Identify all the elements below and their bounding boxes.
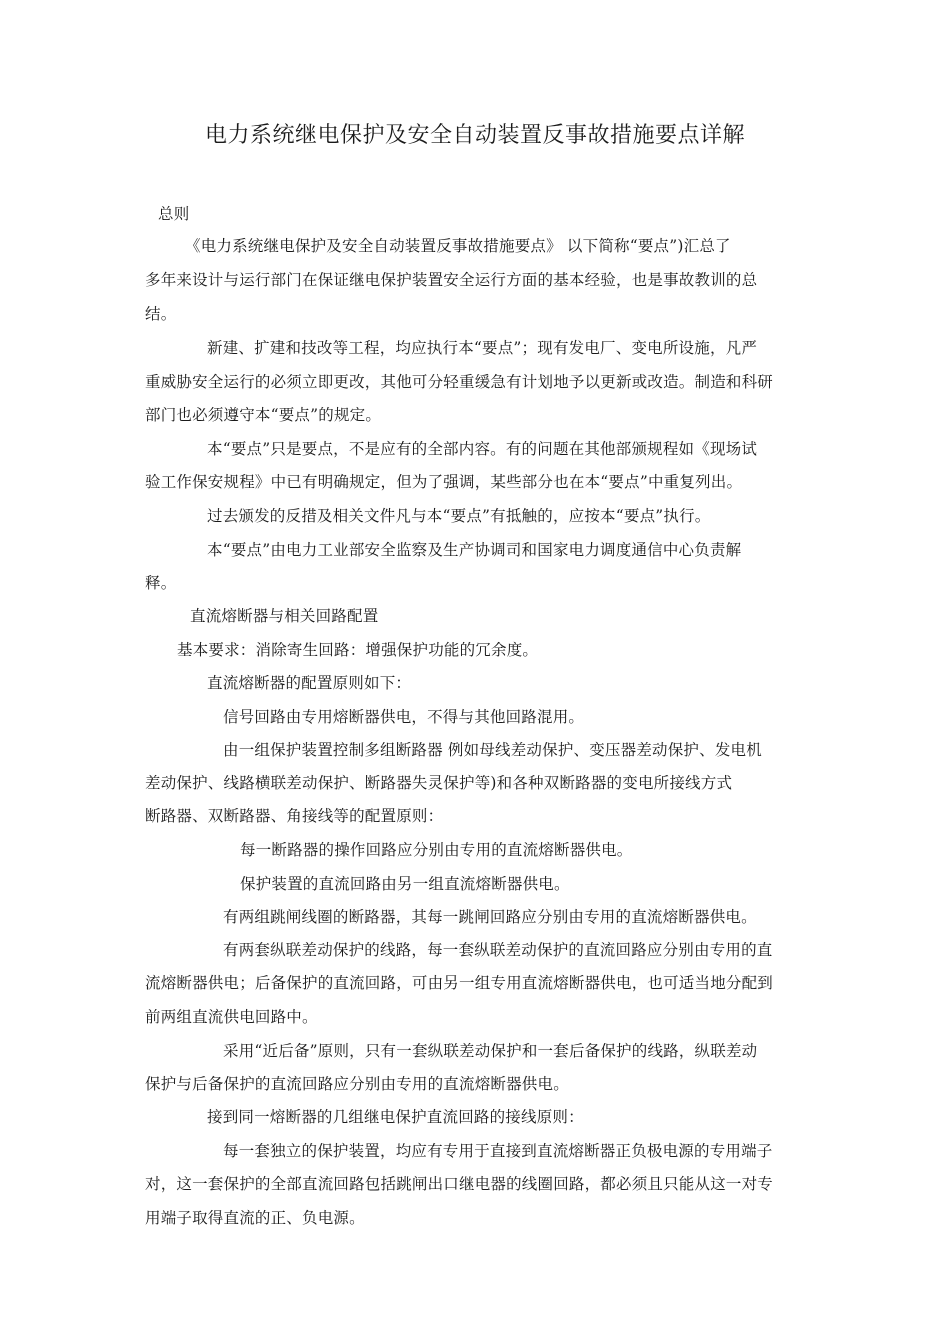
paragraph-line: 接到同一熔断器的几组继电保护直流回路的接线原则： bbox=[207, 1108, 584, 1126]
paragraph-line: 部门也必须遵守本“要点”的规定。 bbox=[145, 406, 382, 424]
paragraph-line: 保护与后备保护的直流回路应分别由专用的直流熔断器供电。 bbox=[145, 1075, 569, 1093]
paragraph-line: 由一组保护装置控制多组断路器 例如母线差动保护、变压器差动保护、发电机 bbox=[223, 741, 762, 759]
paragraph-line: 流熔断器供电；后备保护的直流回路，可由另一组专用直流熔断器供电，也可适当地分配到 bbox=[145, 974, 774, 992]
paragraph-line: 前两组直流供电回路中。 bbox=[145, 1008, 318, 1026]
paragraph-line: 采用“近后备”原则，只有一套纵联差动保护和一套后备保护的线路，纵联差动 bbox=[223, 1042, 758, 1060]
paragraph-line: 差动保护、线路横联差动保护、断路器失灵保护等)和各种双断路器的变电所接线方式 bbox=[145, 774, 733, 792]
paragraph-line: 多年来设计与运行部门在保证继电保护装置安全运行方面的基本经验，也是事故教训的总 bbox=[145, 271, 758, 289]
paragraph-line: 重威胁安全运行的必须立即更改，其他可分轻重缓急有计划地予以更新或改造。制造和科研 bbox=[145, 373, 774, 391]
section-heading: 直流熔断器与相关回路配置 bbox=[190, 607, 379, 625]
heading-general: 总则 bbox=[158, 205, 190, 223]
paragraph-line: 本“要点”由电力工业部安全监察及生产协调司和国家电力调度通信中心负责解 bbox=[207, 541, 742, 559]
paragraph-line: 每一套独立的保护装置，均应有专用于直接到直流熔断器正负极电源的专用端子 bbox=[223, 1142, 773, 1160]
document-title: 电力系统继电保护及安全自动装置反事故措施要点详解 bbox=[204, 123, 745, 148]
paragraph-line: 有两组跳闸线圈的断路器，其每一跳闸回路应分别由专用的直流熔断器供电。 bbox=[223, 908, 757, 926]
paragraph-line: 过去颁发的反措及相关文件凡与本“要点”有抵触的，应按本“要点”执行。 bbox=[207, 507, 711, 525]
paragraph-line: 结。 bbox=[145, 305, 177, 323]
paragraph-line: 新建、扩建和技改等工程，均应执行本“要点”；现有发电厂、变电所设施，凡严 bbox=[207, 339, 758, 357]
paragraph-line: 直流熔断器的配置原则如下： bbox=[207, 674, 412, 692]
paragraph-line: 验工作保安规程》中已有明确规定，但为了强调，某些部分也在本“要点”中重复列出。 bbox=[145, 473, 743, 491]
paragraph-line: 有两套纵联差动保护的线路，每一套纵联差动保护的直流回路应分别由专用的直 bbox=[223, 941, 773, 959]
paragraph-line: 信号回路由专用熔断器供电，不得与其他回路混用。 bbox=[223, 708, 585, 726]
paragraph-line: 用端子取得直流的正、负电源。 bbox=[145, 1209, 365, 1227]
paragraph-line: 《电力系统继电保护及安全自动装置反事故措施要点》 以下简称“要点”)汇总了 bbox=[185, 237, 731, 255]
paragraph-line: 基本要求：消除寄生回路：增强保护功能的冗余度。 bbox=[177, 641, 539, 659]
paragraph-line: 断路器、双断路器、角接线等的配置原则： bbox=[145, 807, 444, 825]
paragraph-line: 本“要点”只是要点，不是应有的全部内容。有的问题在其他部颁规程如《现场试 bbox=[207, 440, 758, 458]
paragraph-line: 对，这一套保护的全部直流回路包括跳闸出口继电器的线圈回路，都必须且只能从这一对专 bbox=[145, 1175, 774, 1193]
paragraph-line: 释。 bbox=[145, 574, 177, 592]
paragraph-line: 每一断路器的操作回路应分别由专用的直流熔断器供电。 bbox=[240, 841, 633, 859]
paragraph-line: 保护装置的直流回路由另一组直流熔断器供电。 bbox=[240, 875, 570, 893]
